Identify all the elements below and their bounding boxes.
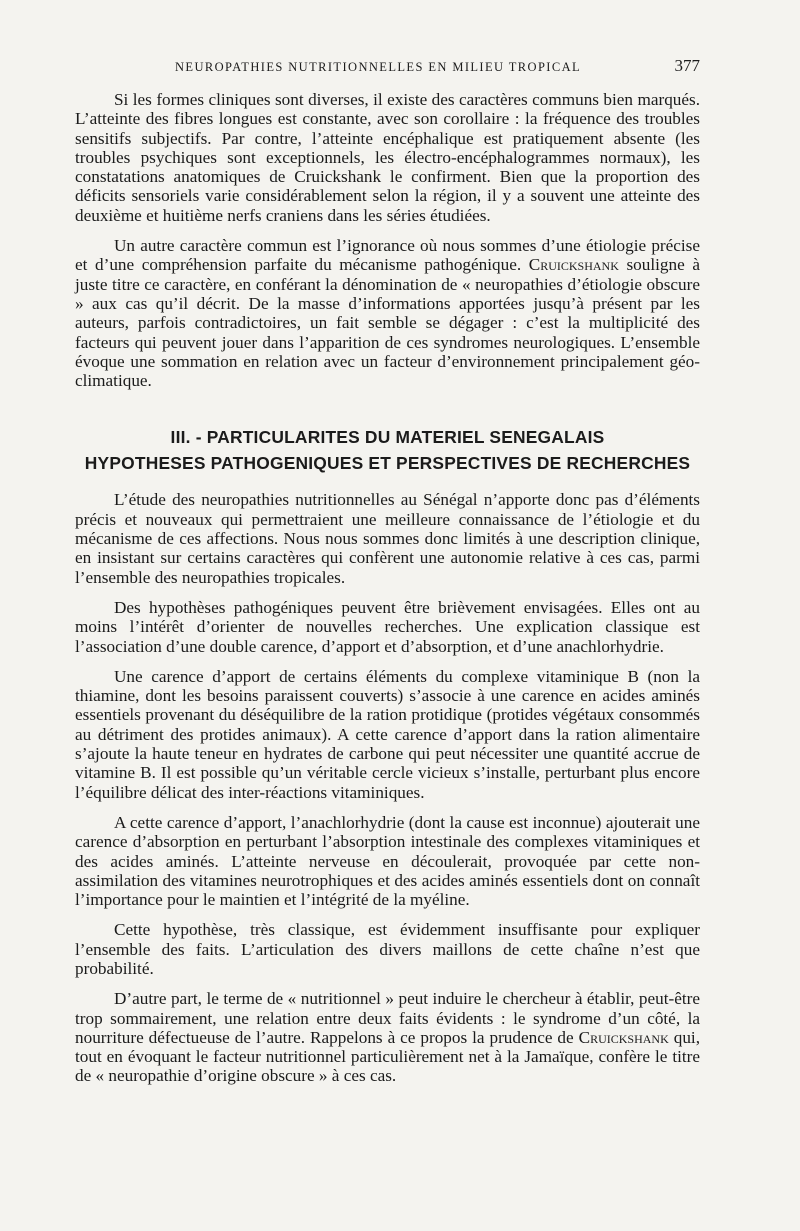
paragraph-nutritional-term <box>75 989 700 1085</box>
paragraph-unknown-etiology <box>75 236 700 390</box>
author-name-cruickshank: Cruickshank <box>578 1027 669 1047</box>
page-number: 377 <box>674 56 700 75</box>
document-page <box>75 50 700 1097</box>
section-heading-line-2: HYPOTHESES PATHOGENIQUES ET PERSPECTIVES DE RECHERCHES <box>84 453 691 474</box>
paragraph-classic-hypothesis: Cette hypothèse, très classique, est évidemment insuffisante pour expliquer l’ensemble des faits. L’articulation des divers maillons de cette chaîne n’est que probabilité. <box>75 920 700 978</box>
paragraph-anachlorhydria: A cette carence d’apport, l’anachlorhydrie (dont la cause est inconnue) ajouterait une carence d’absorption en perturbant l’absorption intestinale des complexes vitaminiques et des acides aminés. L’atteinte nerveuse en découlerait, provoquée par cette non-assimilation des vitamines neurotrophiques et des acides aminés essentiels dont on connaît l’importance pour le maintien et l’intégrité de la myéline. <box>75 812 700 910</box>
paragraph-hypotheses: Des hypothèses pathogéniques peuvent être brièvement envisagées. Elles ont au moins l’intérêt d’orienter de nouvelles recherches. Une explication classique est l’association d’une double carence, d’apport et d’absorption, et d’une anachlorhydrie. <box>75 597 700 656</box>
text-segment: qui, tout en évoquant le facteur nutritionnel particulièrement net à la Jamaïque, confère le titre de « neuropathie d’origine obscure » à ces cas. <box>75 1027 700 1086</box>
body-text <box>75 90 700 1086</box>
running-title: NEUROPATHIES NUTRITIONNELLES EN MILIEU TROPICAL <box>175 60 582 74</box>
paragraph-common-characters: Si les formes cliniques sont diverses, il existe des caractères communs bien marqués. L’atteinte des fibres longues est constante, avec son corollaire : la fréquence des troubles sensitifs subjectifs. Par contre, l’atteinte encéphalique est pratiquement absente (les troubles psychiques sont exceptionnels, les électro-encéphalogrammes normaux), les constatations anatomiques de Cruickshank le confirment. Bien que la proportion des déficits sensoriels varie considérablement selon la région, il y a souvent une atteinte des deuxième et huitième nerfs craniens dans les séries étudiées. <box>75 90 700 225</box>
section-heading-line-1: III. - PARTICULARITES DU MATERIEL SENEGALAIS <box>170 427 605 448</box>
paragraph-vitamin-deficiency: Une carence d’apport de certains éléments du complexe vitaminique B (non la thiamine, dont les besoins paraissent couverts) s’associe à une carence en acides aminés essentiels provenant du déséquilibre de la ration protidique (protides végétaux consommés au détriment des protides animaux). A cette carence d’apport dans la ration alimentaire s’ajoute la haute teneur en hydrates de carbone qui peut nécessiter une quantité accrue de vitamine B. Il est possible qu’un véritable cercle vicieux s’installe, perturbant plus encore l’équilibre délicat des inter-réactions vitaminiques. <box>75 666 700 802</box>
running-header <box>75 50 700 76</box>
paragraph-senegal-study: L’étude des neuropathies nutritionnelles au Sénégal n’apporte donc pas d’éléments précis et nouveaux qui permettraient une meilleure connaissance de l’étiologie et du mécanisme de ces affections. Nous nous sommes donc limités à une description clinique, en insistant sur certains caractères qui confèrent une autonomie relative à ces cas, parmi l’ensemble des neuropathies tropicales. <box>75 490 700 587</box>
text-segment: D’autre part, le terme de « nutritionnel » peut induire le chercheur à établir, peut-être trop sommairement, une relation entre deux faits évidents : le syndrome d’un côté, la nourriture défectueuse de l’autre. Rappelons à ce propos la prudence de <box>75 989 700 1047</box>
text-segment: souligne à juste titre ce caractère, en conférant la dénomination de « neuropathies d’étiologie obscure » aux cas qu’il décrit. De la masse d’informations apportées jusqu’à présent par les auteurs, parfois contradictoires, un fait semble se dégager : c’est la multiplicité des facteurs qui peuvent jouer dans l’apparition de ces syndromes neurologiques. L’ensemble évoque une sommation en relation avec un facteur d’environnement principalement géo-climatique. <box>75 255 700 391</box>
text-segment: Un autre caractère commun est l’ignorance où nous sommes d’une étiologie précise et d’une compréhension parfaite du mécanisme pathogénique. <box>75 236 700 275</box>
author-name-cruickshank: Cruickshank <box>528 255 619 275</box>
section-heading <box>75 424 700 476</box>
